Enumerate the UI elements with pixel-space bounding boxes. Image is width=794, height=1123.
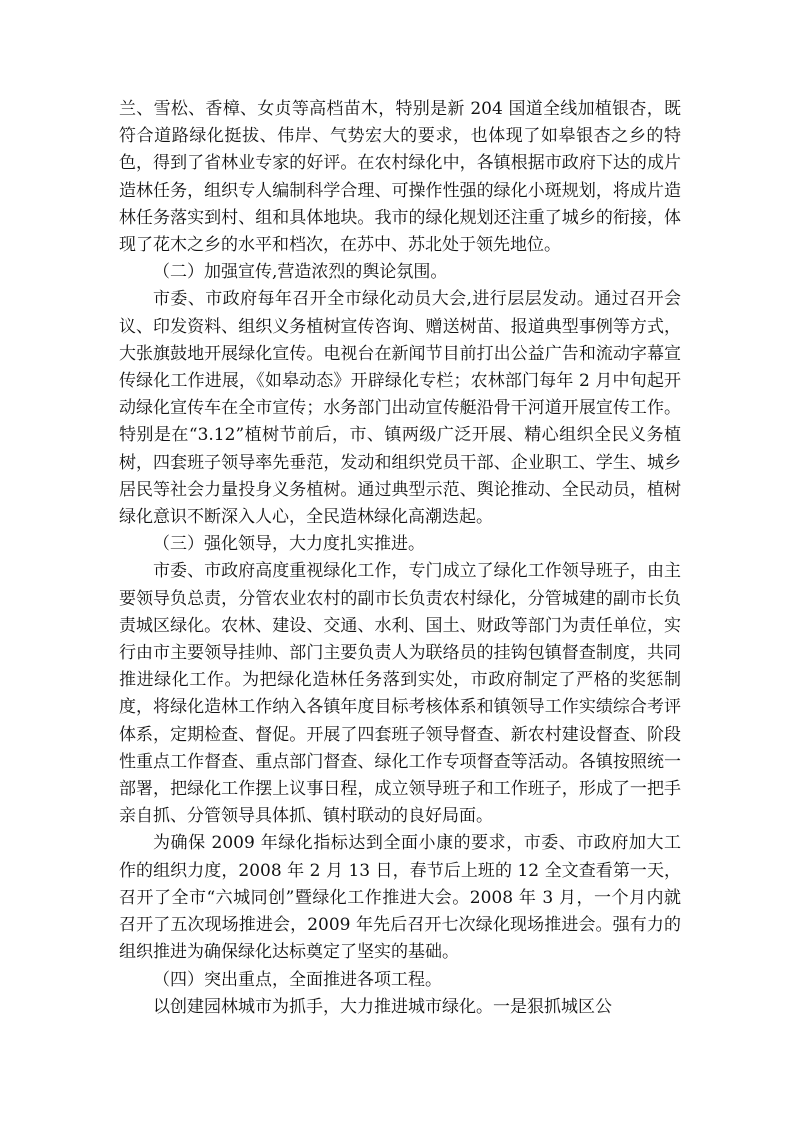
body-paragraph: 市委、市政府高度重视绿化工作，专门成立了绿化工作领导班子，由主要领导负总责，分管农业农村的副市长负责农村绿化，分管城建的副市长负责城区绿化。农林、建设、交通、水利、国土、财政等部门为责任单位，实行由市主要领导挂帅、部门主要负责人为联络员的挂钩包镇督查制度，共同推进绿化工作。为把绿化造林任务落到实处，市政府制定了严格的奖惩制度，将绿化造林工作纳入各镇年度目标考核体系和镇领导工作实绩综合考评体系，定期检查、督促。开展了四套班子领导督查、新农村建设督查、阶段性重点工作督查、重点部门督查、绿化工作专项督查等活动。各镇按照统一部署，把绿化工作摆上议事日程，成立领导班子和工作班子，形成了一把手亲自抓、分管领导具体抓、镇村联动的良好局面。 [119, 561, 681, 827]
body-paragraph: 为确保 2009 年绿化指标达到全面小康的要求，市委、市政府加大工作的组织力度，2008 年 2 月 13 日，春节后上班的 12 全文查看第一天，召开了全市“六城同创”暨绿化工作推进大会。2008 年 3 月，一个月内就召开了五次现场推进会，2009 年先后召开七次绿化现场推进会。强有力的组织推进为确保绿化达标奠定了坚实的基础。 [119, 833, 681, 963]
section-heading-3: （三）强化领导，大力度扎实推进。 [153, 534, 425, 555]
body-paragraph: 以创建园林城市为抓手，大力推进城市绿化。一是狠抓城区公 [153, 996, 612, 1017]
body-paragraph: 市委、市政府每年召开全市绿化动员大会,进行层层发动。通过召开会议、印发资料、组织义务植树宣传咨询、赠送树苗、报道典型事例等方式，大张旗鼓地开展绿化宣传。电视台在新闻节目前打出公益广告和流动字幕宣传绿化工作进展，《如皋动态》开辟绿化专栏；农林部门每年 2 月中旬起开动绿化宣传车在全市宣传；水务部门出动宣传艇沿骨干河道开展宣传工作。特别是在“3.12”植树节前后，市、镇两级广泛开展、精心组织全民义务植树，四套班子领导率先垂范，发动和组织党员干部、企业职工、学生、城乡居民等社会力量投身义务植树。通过典型示范、舆论推动、全民动员，植树绿化意识不断深入人心，全民造林绿化高潮迭起。 [119, 289, 681, 528]
section-heading-4: （四）突出重点，全面推进各项工程。 [153, 969, 442, 990]
document-body [119, 96, 681, 1021]
section-heading-2: （二）加强宣传,营造浓烈的舆论氛围。 [153, 262, 448, 283]
body-paragraph: 兰、雪松、香樟、女贞等高档苗木，特别是新 204 国道全线加植银杏，既符合道路绿化挺拔、伟岸、气势宏大的要求，也体现了如皋银杏之乡的特色，得到了省林业专家的好评。在农村绿化中，各镇根据市政府下达的成片造林任务，组织专人编制科学合理、可操作性强的绿化小斑规划，将成片造林任务落实到村、组和具体地块。我市的绿化规划还注重了城乡的衔接，体现了花木之乡的水平和档次，在苏中、苏北处于领先地位。 [119, 99, 681, 256]
